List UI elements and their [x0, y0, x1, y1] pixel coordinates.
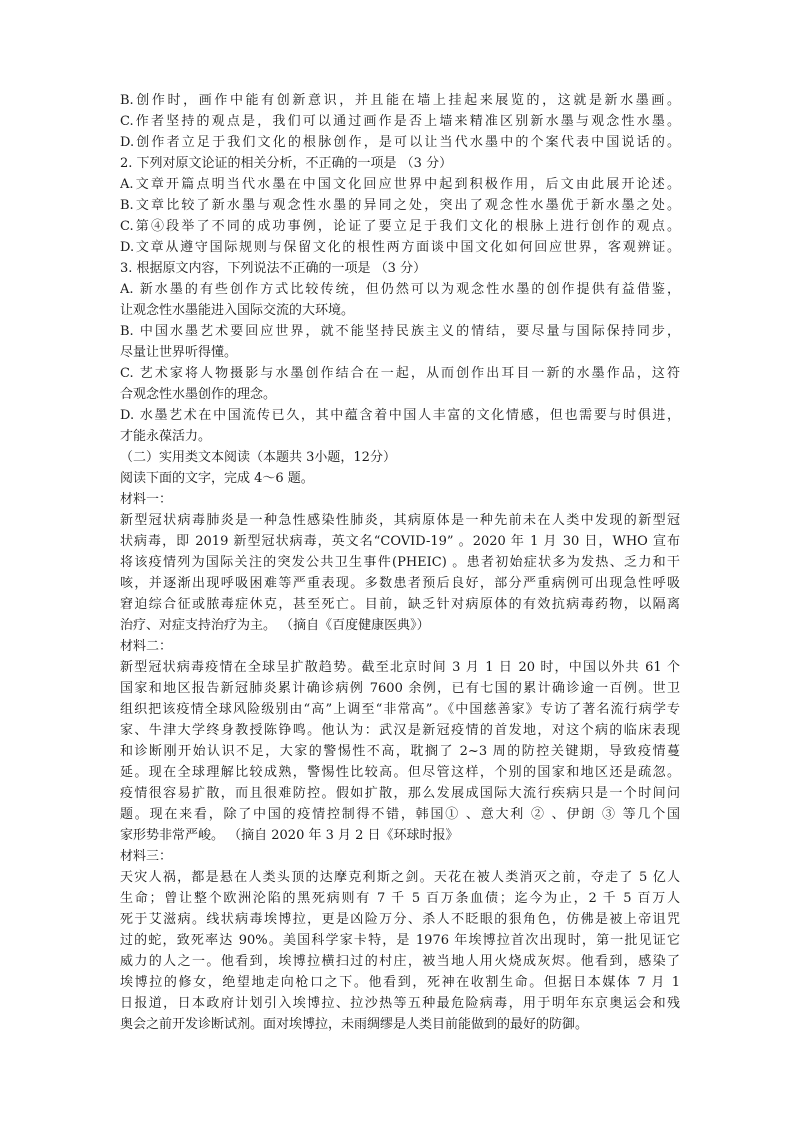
option-line: B.创作时，画作中能有创新意识，并且能在墙上挂起来展览的，这就是新水墨画。 [120, 93, 680, 108]
paragraph-line: 题。现在来看，除了中国的疫情控制得不错，韩国① 、意大利 ② 、伊朗 ③ 等几个国 [120, 807, 680, 822]
material-heading: 材料二： [120, 639, 173, 654]
instruction-text: 阅读下面的文字，完成 4～6 题。 [120, 471, 314, 486]
option-line: 尽量让世界听得懂。 [120, 345, 238, 360]
paragraph-line: 疫情很容易扩散，而且很难防控。假如扩散，那么发展成国际大流行疾病只是一个时间问 [120, 786, 680, 801]
option-line: D.文章从遵守国际规则与保留文化的根性两方面谈中国文化如何回应世界，客观辨证。 [120, 240, 680, 255]
option-line: A.文章开篇点明当代水墨在中国文化回应世界中起到积极作用，后文由此展开论述。 [120, 177, 680, 192]
paragraph-line: 延。现在全球理解比较成熟，警惕性比较高。但尽管这样，个别的国家和地区还是疏忽。 [120, 765, 680, 780]
option-line: B.文章比较了新水墨与观念性水墨的异同之处，突出了观念性水墨优于新水墨之处。 [120, 198, 680, 213]
paragraph-line: 奥会之前开发诊断试剂。面对埃博拉，未雨绸缪是人类目前能做到的最好的防御。 [120, 1017, 589, 1032]
option-line: C. 艺术家将人物摄影与水墨创作结合在一起，从而创作出耳目一新的水墨作品，这符 [120, 366, 680, 381]
option-line: 才能永葆活力。 [120, 429, 212, 444]
option-line: C.第④段举了不同的成功事例，论证了要立足于我们文化的根脉上进行创作的观点。 [120, 219, 680, 234]
paragraph-line: 窘迫综合征或脓毒症休克，甚至死亡。目前，缺乏针对病原体的有效抗病毒药物，以隔离 [120, 597, 680, 612]
question-stem: 2. 下列对原文论证的相关分析，不正确的一项是 （3 分） [120, 156, 453, 171]
paragraph-line: 新型冠状病毒肺炎是一种急性感染性肺炎，其病原体是一种先前未在人类中发现的新型冠 [120, 513, 680, 528]
option-line: D. 水墨艺术在中国流传已久，其中蕴含着中国人丰富的文化情感，但也需要与时俱进， [120, 408, 680, 423]
option-line: 让观念性水墨能进入国际交流的大环境。 [120, 303, 355, 318]
paragraph-line: 咳，并逐渐出现呼吸困难等严重表现。多数患者预后良好，部分严重病例可出现急性呼吸 [120, 576, 680, 591]
option-line: A. 新水墨的有些创作方式比较传统，但仍然可以为观念性水墨的创作提供有益借鉴， [120, 282, 680, 297]
paragraph-line: 状病毒，即 2019 新型冠状病毒，英文名“COVID-19” 。2020 年 1 月 30 日，WHO 宣布 [120, 534, 680, 549]
material-heading: 材料一： [120, 492, 173, 507]
paragraph-line: 家、牛津大学终身教授陈铮鸣。他认为：武汉是新冠疫情的首发地，对这个病的临床表现 [120, 723, 680, 738]
question-stem: 3. 根据原文内容，下列说法不正确的一项是 （3 分） [120, 261, 427, 276]
paragraph-line: 埃博拉的修女，绝望地走向枪口之下。他看到，死神在收割生命。但据日本媒体 7 月 1 [120, 975, 680, 990]
paragraph-line: 新型冠状病毒疫情在全球呈扩散趋势。截至北京时间 3 月 1 日 20 时，中国以外共 61 个 [120, 660, 680, 675]
option-line: C.作者坚持的观点是，我们可以通过画作是否上墙来精准区别新水墨与观念性水墨。 [120, 114, 680, 129]
paragraph-line: 家形势非常严峻。 （摘自 2020 年 3 月 2 日《环球时报》 [120, 828, 459, 843]
paragraph-line: 将该疫情列为国际关注的突发公共卫生事件(PHEIC) 。患者初始症状多为发热、乏力和干 [120, 555, 680, 570]
paragraph-line: 生命；曾让整个欧洲沦陷的黑死病则有 7 千 5 百万条血债；迄今为止，2 千 5 百万人 [120, 891, 680, 906]
paragraph-line: 日报道，日本政府计划引入埃博拉、拉沙热等五种最危险病毒，用于明年东京奥运会和残 [120, 996, 680, 1011]
paragraph-line: 天灾人祸，都是悬在人类头顶的达摩克利斯之剑。天花在被人类消灭之前，夺走了 5 亿人 [120, 870, 680, 885]
paragraph-line: 过的蛇，致死率达 90%。美国科学家卡特，是 1976 年埃博拉首次出现时，第一批见证它 [120, 933, 680, 948]
paragraph-line: 组织把该疫情全球风险级别由“高”上调至“非常高”。《中国慈善家》专访了著名流行病学专 [120, 702, 680, 717]
paragraph-line: 威力的人之一。他看到，埃博拉横扫过的村庄，被当地人用火烧成灰烬。他看到，感染了 [120, 954, 680, 969]
paragraph-line: 国家和地区报告新冠肺炎累计确诊病例 7600 余例，已有七国的累计确诊逾一百例。世卫 [120, 681, 680, 696]
option-line: D.创作者立足于我们文化的根脉创作，是可以让当代水墨中的个案代表中国说话的。 [120, 135, 680, 150]
option-line: 合观念性水墨创作的理念。 [120, 387, 277, 402]
paragraph-line: 治疗、对症支持治疗为主。 （摘自《百度健康医典》） [120, 618, 430, 633]
material-heading: 材料三： [120, 849, 173, 864]
paragraph-line: 和诊断刚开始认识不足，大家的警惕性不高，耽搁了 2~3 周的防控关键期，导致疫情蔓 [120, 744, 680, 759]
paragraph-line: 死于艾滋病。线状病毒埃博拉，更是凶险万分、杀人不眨眼的狠角色，仿佛是被上帝诅咒 [120, 912, 680, 927]
section-heading: （二）实用类文本阅读（本题共 3小题，12分） [120, 450, 396, 465]
option-line: B. 中国水墨艺术要回应世界，就不能坚持民族主义的情结，要尽量与国际保持同步， [120, 324, 680, 339]
